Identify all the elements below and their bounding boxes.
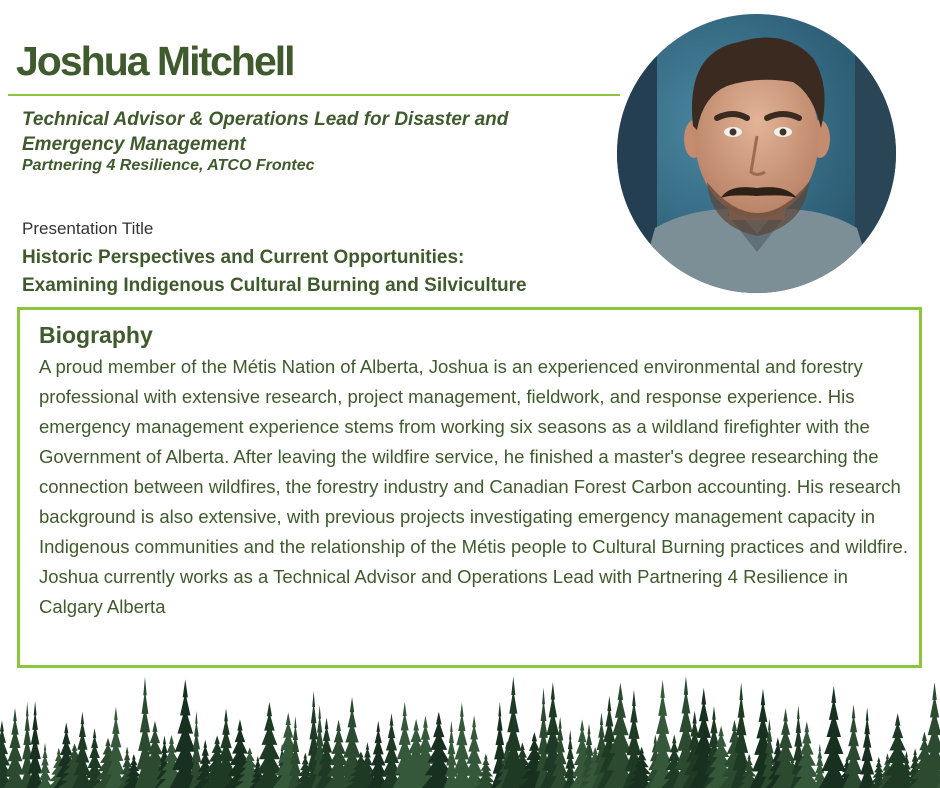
- forest-treeline: [0, 670, 940, 788]
- speaker-portrait: [617, 14, 896, 293]
- presentation-title: [22, 244, 602, 300]
- speaker-organization: Partnering 4 Resilience, ATCO Frontec: [22, 157, 315, 174]
- biography-text: A proud member of the Métis Nation of Alberta, Joshua is an experienced environmental and forestry professional with extensive research, project management, fieldwork, and response experience. His emergency management experience stems from working six seasons as a wildland firefighter with the Government of Alberta. After leaving the wildfire service, he finished a master's degree researching the connection between wildfires, the forestry industry and Canadian Forest Carbon accounting. His research background is also extensive, with previous projects investigating emergency management capacity in Indigenous communities and the relationship of the Métis people to Cultural Burning practices and wildfire. Joshua currently works as a Technical Advisor and Operations Lead with Partnering 4 Resilience in Calgary Alberta: [39, 356, 908, 617]
- tree-silhouette: [273, 712, 304, 788]
- speaker-name: Joshua Mitchell: [16, 38, 294, 84]
- speaker-role: Technical Advisor & Operations Lead for Disaster and Emergency Management: [22, 109, 509, 155]
- biography-box: [17, 307, 922, 668]
- name-divider: [8, 94, 620, 96]
- portrait-illustration: [617, 14, 896, 293]
- biography-heading: Biography: [39, 322, 153, 348]
- presentation-title-line-2: Examining Indigenous Cultural Burning and Silviculture: [22, 275, 527, 296]
- presentation-label: Presentation Title: [22, 219, 154, 238]
- presentation-title-line-1: Historic Perspectives and Current Opportunities:: [22, 247, 465, 268]
- tree-silhouette: [859, 707, 876, 788]
